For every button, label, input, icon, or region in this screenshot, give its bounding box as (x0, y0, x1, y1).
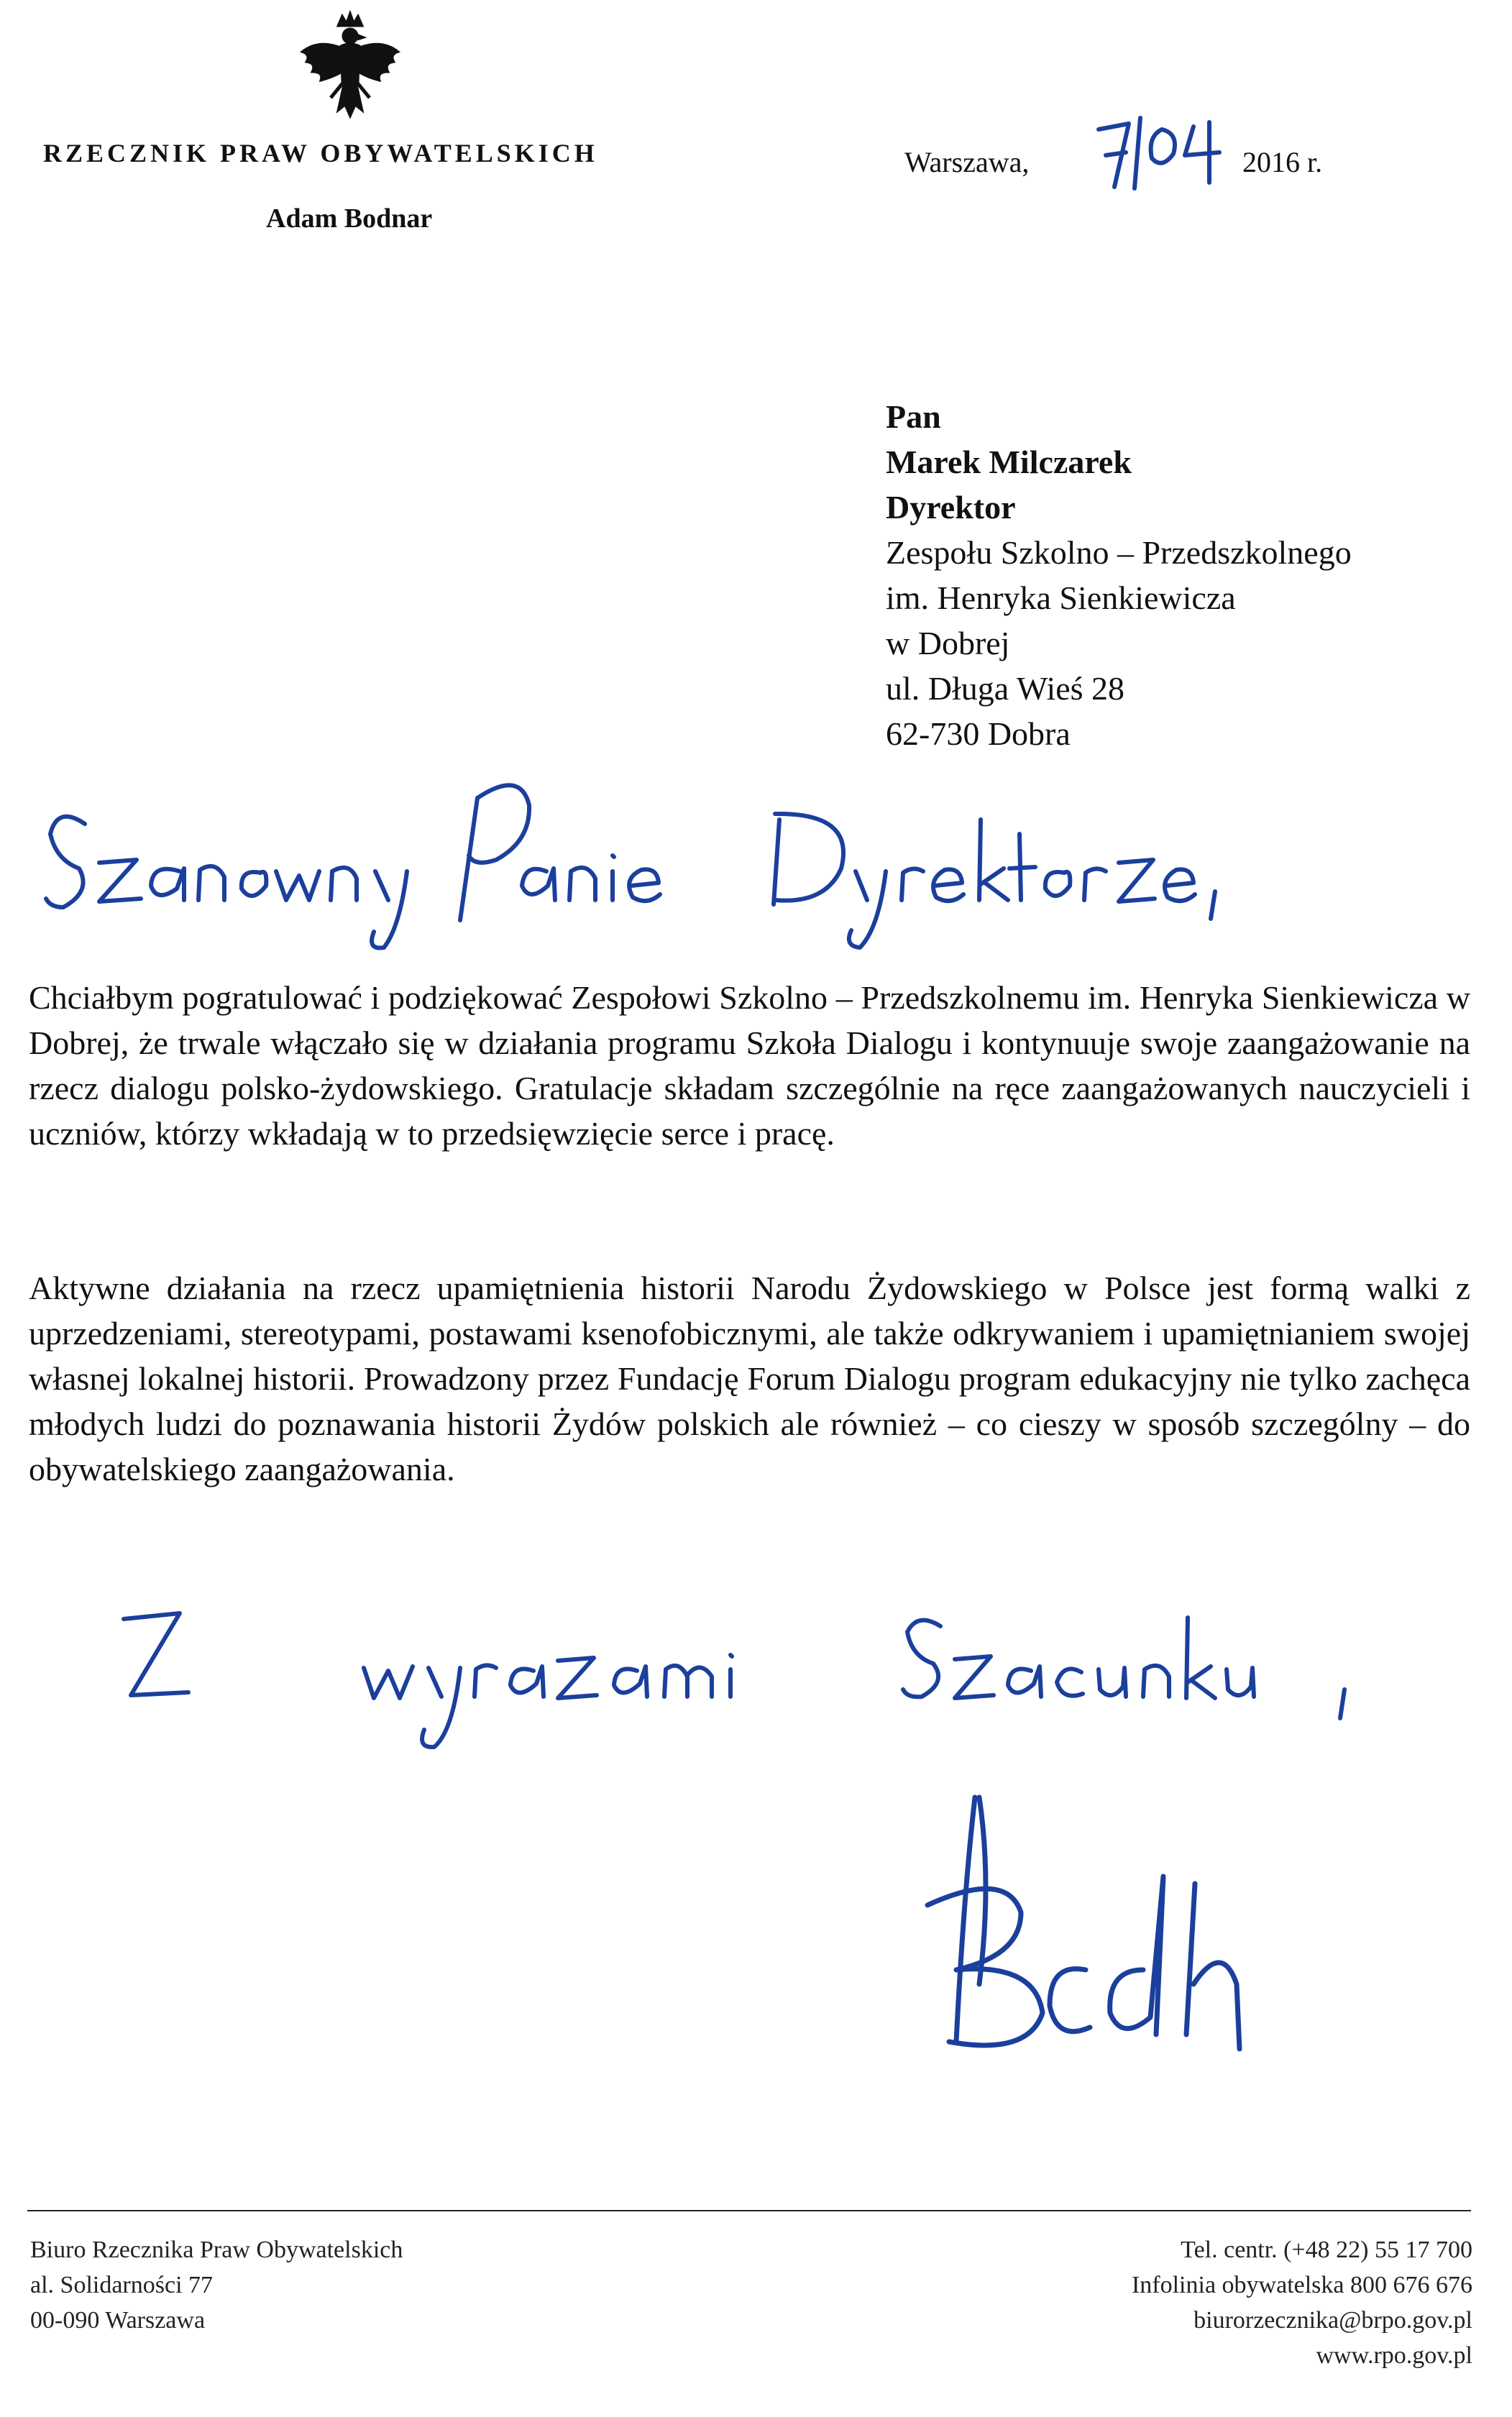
footer-divider (27, 2210, 1471, 2211)
date-city: Warszawa, (904, 146, 1030, 178)
handwritten-date (1093, 108, 1229, 194)
addressee-org-line1: Zespołu Szkolno – Przedszkolnego (886, 534, 1352, 571)
footer-contact (1132, 2232, 1472, 2373)
handwritten-closing (124, 1613, 1344, 1747)
footer-office: Biuro Rzecznika Praw Obywatelskich (30, 2237, 403, 2263)
addressee-org-line2: im. Henryka Sienkiewicza (886, 579, 1236, 616)
body-paragraph-1: Chciałbym pogratulować i podziękować Zespołowi Szkolno – Przedszkolnemu im. Henryka Sienkiewicza w Dobrej, że trwale włączało się w działania programu Szkoła Dialogu i kontynuuje swoje zaangażowanie na rzecz dialogu polsko-żydowskiego. Gratulacje składam szczególnie na ręce zaangażowanych nauczycieli i uczniów, którzy wkładają w to przedsięwzięcie serce i pracę. (29, 979, 1470, 1152)
institution-name: RZECZNIK PRAW OBYWATELSKICH (43, 139, 598, 168)
addressee-salutation: Pan (886, 398, 941, 435)
footer-website: www.rpo.gov.pl (1316, 2342, 1472, 2369)
addressee-block (886, 394, 1352, 756)
addressee-street: ul. Długa Wieś 28 (886, 670, 1125, 707)
polish-eagle-emblem-icon (289, 10, 411, 132)
footer-address (30, 2232, 403, 2338)
date-year: 2016 r. (1242, 146, 1323, 178)
footer-email: biurorzecznika@brpo.gov.pl (1193, 2307, 1472, 2334)
addressee-postal: 62-730 Dobra (886, 715, 1071, 752)
footer-city: 00-090 Warszawa (30, 2307, 206, 2334)
handwritten-signature (927, 1797, 1240, 2049)
footer-phone: Tel. centr. (+48 22) 55 17 700 (1181, 2237, 1472, 2263)
handwritten-greeting (46, 785, 1215, 948)
addressee-title: Dyrektor (886, 489, 1016, 526)
author-name: Adam Bodnar (266, 203, 433, 234)
body-paragraph-2: Aktywne działania na rzecz upamiętnienia historii Narodu Żydowskiego w Polsce jest formą walki z uprzedzeniami, stereotypami, postawami ksenofobicznymi, ale także odkrywaniem i upamiętnianiem swojej własnej lokalnej historii. Prowadzony przez Fundację Forum Dialogu program edukacyjny nie tylko zachęca młodych ludzi do poznawania historii Żydów polskich ale również – co cieszy w sposób szczególny – do obywatelskiego zaangażowania. (29, 1270, 1470, 1487)
addressee-org-line3: w Dobrej (886, 625, 1010, 661)
footer-street: al. Solidarności 77 (30, 2272, 214, 2298)
addressee-name: Marek Milczarek (886, 444, 1132, 480)
footer-helpline: Infolinia obywatelska 800 676 676 (1131, 2272, 1472, 2298)
